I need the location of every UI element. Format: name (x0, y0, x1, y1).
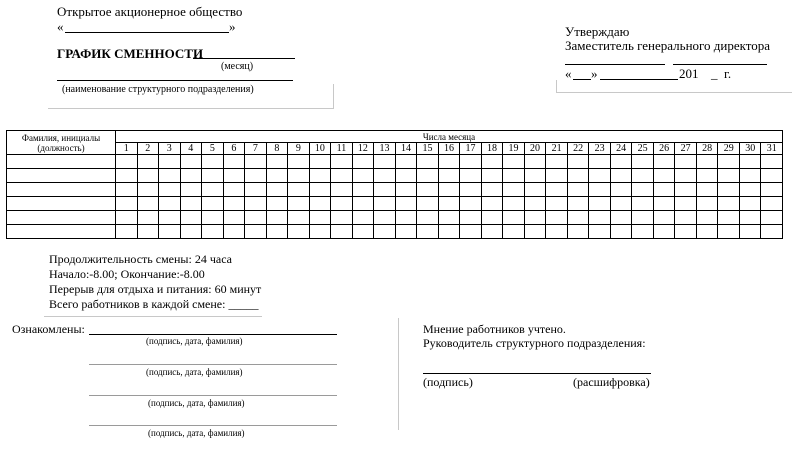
shift-cell[interactable] (481, 183, 503, 197)
acquainted-caption-1: (подпись, дата, фамилия) (146, 336, 243, 346)
day-number-header: 10 (309, 143, 331, 155)
shift-cell[interactable] (288, 169, 310, 183)
day-number-header: 13 (374, 143, 396, 155)
shift-cell[interactable] (481, 211, 503, 225)
acquainted-caption-4: (подпись, дата, фамилия) (148, 428, 245, 438)
day-number-header: 2 (137, 143, 159, 155)
shift-cell[interactable] (653, 197, 675, 211)
shift-cell[interactable] (696, 197, 718, 211)
shift-cell[interactable] (331, 169, 353, 183)
shift-cell[interactable] (696, 169, 718, 183)
shift-cell[interactable] (180, 169, 202, 183)
shift-cell[interactable] (137, 155, 159, 169)
shift-cell[interactable] (718, 197, 740, 211)
unit-box-right-border (333, 84, 334, 108)
shift-cell[interactable] (159, 155, 181, 169)
shift-cell[interactable] (395, 225, 417, 239)
shift-cell[interactable] (137, 169, 159, 183)
shift-cell[interactable] (116, 225, 138, 239)
shift-cell[interactable] (761, 211, 783, 225)
shift-cell[interactable] (331, 225, 353, 239)
shift-cell[interactable] (718, 183, 740, 197)
schedule-body (7, 155, 783, 239)
shift-cell[interactable] (374, 155, 396, 169)
shift-cell[interactable] (266, 183, 288, 197)
shift-cell[interactable] (589, 169, 611, 183)
shift-cell[interactable] (438, 197, 460, 211)
org-type: Открытое акционерное общество (57, 4, 243, 19)
shift-cell[interactable] (417, 169, 439, 183)
shift-cell[interactable] (245, 183, 267, 197)
shift-cell[interactable] (352, 197, 374, 211)
workers-per-shift: Всего работников в каждой смене: _____ (49, 297, 259, 311)
shift-cell[interactable] (309, 183, 331, 197)
shift-cell[interactable] (288, 197, 310, 211)
shift-cell[interactable] (718, 211, 740, 225)
opinion-line1: Мнение работников учтено. (423, 322, 566, 336)
shift-cell[interactable] (202, 225, 224, 239)
acquainted-signature-line-4 (89, 425, 337, 426)
shift-cell[interactable] (331, 197, 353, 211)
shift-cell[interactable] (524, 183, 546, 197)
shift-cell[interactable] (159, 197, 181, 211)
approver-name-line (673, 64, 767, 65)
shift-cell[interactable] (266, 169, 288, 183)
day-number-header: 25 (632, 143, 654, 155)
name-header-line2: (должность) (37, 142, 85, 153)
day-numbers-row (7, 143, 783, 155)
approval-box-left-border (556, 80, 557, 92)
shift-cell[interactable] (589, 197, 611, 211)
shift-cell[interactable] (696, 225, 718, 239)
shift-cell[interactable] (653, 225, 675, 239)
shift-cell[interactable] (481, 197, 503, 211)
day-number-header: 18 (481, 143, 503, 155)
shift-cell[interactable] (180, 183, 202, 197)
shift-cell[interactable] (567, 225, 589, 239)
shift-cell[interactable] (159, 169, 181, 183)
employee-name-cell[interactable] (7, 155, 116, 169)
shift-cell[interactable] (739, 211, 761, 225)
shift-cell[interactable] (546, 155, 568, 169)
shift-cell[interactable] (761, 155, 783, 169)
shift-cell[interactable] (137, 225, 159, 239)
shift-cell[interactable] (653, 183, 675, 197)
shift-cell[interactable] (417, 197, 439, 211)
shift-cell[interactable] (675, 225, 697, 239)
shift-cell[interactable] (180, 211, 202, 225)
table-row (7, 155, 783, 169)
shift-cell[interactable] (395, 197, 417, 211)
shift-cell[interactable] (116, 155, 138, 169)
shift-cell[interactable] (417, 155, 439, 169)
shift-cell[interactable] (653, 211, 675, 225)
shift-cell[interactable] (395, 155, 417, 169)
employee-name-cell[interactable] (7, 169, 116, 183)
approval-date-open-quote: « (565, 66, 572, 81)
shift-cell[interactable] (503, 197, 525, 211)
acquainted-signature-line-1 (89, 334, 337, 335)
shift-cell[interactable] (288, 155, 310, 169)
shift-cell[interactable] (653, 155, 675, 169)
table-row (7, 211, 783, 225)
shift-cell[interactable] (739, 183, 761, 197)
month-line (193, 58, 295, 59)
shift-cell[interactable] (761, 197, 783, 211)
shift-cell[interactable] (739, 225, 761, 239)
bottom-section-divider (398, 318, 399, 430)
shift-cell[interactable] (266, 225, 288, 239)
day-number-header: 12 (352, 143, 374, 155)
day-number-header: 6 (223, 143, 245, 155)
employee-name-cell[interactable] (7, 225, 116, 239)
day-number-header: 14 (395, 143, 417, 155)
shift-cell[interactable] (288, 211, 310, 225)
table-row (7, 183, 783, 197)
unit-box-bottom-border (48, 108, 334, 109)
shift-cell[interactable] (567, 197, 589, 211)
day-number-header: 16 (438, 143, 460, 155)
day-number-header: 24 (610, 143, 632, 155)
shift-cell[interactable] (395, 183, 417, 197)
day-number-header: 22 (567, 143, 589, 155)
shift-cell[interactable] (589, 225, 611, 239)
shift-cell[interactable] (675, 197, 697, 211)
shift-times: Начало:-8.00; Окончание:-8.00 (49, 267, 205, 281)
shift-cell[interactable] (524, 211, 546, 225)
shift-cell[interactable] (589, 155, 611, 169)
shift-cell[interactable] (245, 169, 267, 183)
shift-cell[interactable] (696, 211, 718, 225)
shift-cell[interactable] (159, 211, 181, 225)
day-number-header: 20 (524, 143, 546, 155)
shift-cell[interactable] (460, 155, 482, 169)
approval-day-line (573, 79, 591, 80)
org-name-line (65, 32, 229, 33)
shift-info-separator (44, 316, 262, 317)
opinion-line2: Руководитель структурного подразделения: (423, 336, 646, 350)
shift-cell[interactable] (567, 211, 589, 225)
employee-name-cell[interactable] (7, 211, 116, 225)
days-of-month-header: Числа месяца (116, 131, 783, 143)
shift-cell[interactable] (546, 211, 568, 225)
shift-cell[interactable] (417, 225, 439, 239)
shift-cell[interactable] (460, 183, 482, 197)
day-number-header: 31 (761, 143, 783, 155)
acquainted-label: Ознакомлены: (12, 322, 85, 336)
month-caption: (месяц) (221, 61, 254, 72)
shift-cell[interactable] (180, 197, 202, 211)
shift-cell[interactable] (223, 211, 245, 225)
shift-cell[interactable] (395, 211, 417, 225)
shift-cell[interactable] (503, 225, 525, 239)
shift-cell[interactable] (524, 155, 546, 169)
shift-cell[interactable] (223, 155, 245, 169)
shift-cell[interactable] (503, 169, 525, 183)
day-number-header: 4 (180, 143, 202, 155)
table-row (7, 197, 783, 211)
approval-year-underscore: _ (711, 66, 718, 81)
day-number-header: 28 (696, 143, 718, 155)
employee-name-cell[interactable] (7, 183, 116, 197)
day-number-header: 9 (288, 143, 310, 155)
shift-cell[interactable] (739, 155, 761, 169)
shift-cell[interactable] (116, 183, 138, 197)
shift-cell[interactable] (761, 183, 783, 197)
shift-cell[interactable] (395, 169, 417, 183)
acquainted-signature-line-2 (89, 364, 337, 365)
shift-cell[interactable] (718, 155, 740, 169)
shift-cell[interactable] (610, 155, 632, 169)
day-number-header: 15 (417, 143, 439, 155)
shift-cell[interactable] (567, 169, 589, 183)
shift-cell[interactable] (610, 225, 632, 239)
acquainted-signature-line-3 (89, 395, 337, 396)
shift-cell[interactable] (352, 155, 374, 169)
shift-cell[interactable] (288, 183, 310, 197)
acquainted-caption-2: (подпись, дата, фамилия) (146, 367, 243, 377)
shift-cell[interactable] (524, 169, 546, 183)
shift-cell[interactable] (159, 183, 181, 197)
shift-cell[interactable] (481, 155, 503, 169)
shift-cell[interactable] (245, 225, 267, 239)
shift-cell[interactable] (610, 169, 632, 183)
shift-cell[interactable] (610, 211, 632, 225)
shift-cell[interactable] (245, 211, 267, 225)
shift-cell[interactable] (460, 197, 482, 211)
shift-cell[interactable] (309, 211, 331, 225)
shift-cell[interactable] (481, 169, 503, 183)
approver-signature-line (565, 64, 665, 65)
shift-cell[interactable] (438, 155, 460, 169)
shift-cell[interactable] (546, 169, 568, 183)
shift-cell[interactable] (503, 211, 525, 225)
name-column-header (7, 131, 116, 155)
shift-cell[interactable] (438, 225, 460, 239)
shift-cell[interactable] (309, 197, 331, 211)
shift-cell[interactable] (180, 225, 202, 239)
shift-cell[interactable] (374, 183, 396, 197)
shift-cell[interactable] (116, 197, 138, 211)
shift-cell[interactable] (202, 197, 224, 211)
shift-cell[interactable] (589, 183, 611, 197)
shift-cell[interactable] (460, 169, 482, 183)
approval-year-suffix: г. (724, 66, 732, 81)
shift-duration: Продолжительность смены: 24 часа (49, 252, 232, 266)
shift-cell[interactable] (202, 211, 224, 225)
shift-cell[interactable] (718, 225, 740, 239)
shift-cell[interactable] (567, 155, 589, 169)
shift-cell[interactable] (718, 169, 740, 183)
acquainted-caption-3: (подпись, дата, фамилия) (148, 398, 245, 408)
shift-cell[interactable] (116, 211, 138, 225)
shift-cell[interactable] (653, 169, 675, 183)
shift-cell[interactable] (632, 155, 654, 169)
shift-cell[interactable] (374, 211, 396, 225)
shift-cell[interactable] (761, 225, 783, 239)
shift-cell[interactable] (309, 225, 331, 239)
shift-cell[interactable] (266, 211, 288, 225)
shift-cell[interactable] (546, 225, 568, 239)
opinion-decoding-caption: (расшифровка) (573, 375, 650, 389)
opinion-signature-line (423, 373, 651, 374)
shift-cell[interactable] (352, 211, 374, 225)
approval-box-bottom-border (556, 92, 792, 93)
shift-cell[interactable] (675, 169, 697, 183)
shift-cell[interactable] (309, 169, 331, 183)
shift-cell[interactable] (524, 225, 546, 239)
day-number-header: 30 (739, 143, 761, 155)
shift-cell[interactable] (546, 197, 568, 211)
shift-cell[interactable] (438, 169, 460, 183)
shift-cell[interactable] (202, 169, 224, 183)
shift-cell[interactable] (675, 211, 697, 225)
shift-cell[interactable] (503, 183, 525, 197)
unit-caption: (наименование структурного подразделения) (62, 84, 254, 95)
day-number-header: 27 (675, 143, 697, 155)
shift-cell[interactable] (546, 183, 568, 197)
shift-cell[interactable] (180, 155, 202, 169)
shift-cell[interactable] (266, 197, 288, 211)
shift-cell[interactable] (632, 169, 654, 183)
org-name-close-quote: » (229, 19, 236, 34)
shift-cell[interactable] (223, 225, 245, 239)
day-number-header: 21 (546, 143, 568, 155)
name-header-line1: Фамилия, инициалы (21, 132, 101, 143)
day-number-header: 5 (202, 143, 224, 155)
day-number-header: 19 (503, 143, 525, 155)
org-name-open-quote: « (57, 19, 64, 34)
employee-name-cell[interactable] (7, 197, 116, 211)
unit-line (57, 80, 293, 81)
approval-date-close-quote: » (591, 66, 598, 81)
shift-cell[interactable] (245, 197, 267, 211)
shift-cell[interactable] (761, 169, 783, 183)
shift-cell[interactable] (309, 155, 331, 169)
shift-cell[interactable] (567, 183, 589, 197)
shift-cell[interactable] (202, 155, 224, 169)
shift-cell[interactable] (352, 169, 374, 183)
day-number-header: 26 (653, 143, 675, 155)
shift-cell[interactable] (223, 183, 245, 197)
shift-cell[interactable] (739, 169, 761, 183)
approver-position: Заместитель генерального директора (565, 38, 771, 53)
approve-label: Утверждаю (565, 24, 630, 39)
shift-cell[interactable] (223, 197, 245, 211)
shift-cell[interactable] (245, 155, 267, 169)
shift-cell[interactable] (675, 183, 697, 197)
table-row (7, 225, 783, 239)
day-number-header: 29 (718, 143, 740, 155)
break-info: Перерыв для отдыха и питания: 60 минут (49, 282, 262, 296)
day-number-header: 7 (245, 143, 267, 155)
document-title: ГРАФИК СМЕННОСТИ (57, 46, 204, 61)
shift-cell[interactable] (417, 211, 439, 225)
shift-cell[interactable] (610, 197, 632, 211)
shift-cell[interactable] (352, 225, 374, 239)
shift-cell[interactable] (632, 211, 654, 225)
shift-cell[interactable] (610, 183, 632, 197)
shift-cell[interactable] (331, 155, 353, 169)
day-number-header: 8 (266, 143, 288, 155)
shift-cell[interactable] (675, 155, 697, 169)
shift-cell[interactable] (460, 211, 482, 225)
table-header-row (7, 131, 783, 143)
shift-cell[interactable] (137, 211, 159, 225)
shift-cell[interactable] (481, 225, 503, 239)
table-row (7, 169, 783, 183)
approval-year-prefix: 201 (679, 66, 699, 81)
shift-cell[interactable] (589, 211, 611, 225)
shift-cell[interactable] (331, 183, 353, 197)
shift-cell[interactable] (696, 183, 718, 197)
shift-cell[interactable] (137, 183, 159, 197)
shift-cell[interactable] (266, 155, 288, 169)
shift-cell[interactable] (632, 225, 654, 239)
shift-cell[interactable] (288, 225, 310, 239)
shift-cell[interactable] (116, 169, 138, 183)
shift-cell[interactable] (137, 197, 159, 211)
shift-cell[interactable] (331, 211, 353, 225)
day-number-header: 3 (159, 143, 181, 155)
shift-cell[interactable] (202, 183, 224, 197)
shift-cell[interactable] (524, 197, 546, 211)
shift-cell[interactable] (374, 225, 396, 239)
day-number-header: 1 (116, 143, 138, 155)
shift-cell[interactable] (352, 183, 374, 197)
day-number-header: 23 (589, 143, 611, 155)
shift-cell[interactable] (438, 211, 460, 225)
day-number-header: 17 (460, 143, 482, 155)
shift-cell[interactable] (503, 155, 525, 169)
approval-month-line (600, 79, 678, 80)
schedule-table (6, 130, 783, 239)
shift-cell[interactable] (632, 183, 654, 197)
shift-cell[interactable] (632, 197, 654, 211)
shift-cell[interactable] (460, 225, 482, 239)
day-number-header: 11 (331, 143, 353, 155)
shift-cell[interactable] (374, 197, 396, 211)
shift-cell[interactable] (696, 155, 718, 169)
shift-cell[interactable] (159, 225, 181, 239)
shift-cell[interactable] (739, 197, 761, 211)
shift-cell[interactable] (417, 183, 439, 197)
shift-cell[interactable] (223, 169, 245, 183)
opinion-signature-caption: (подпись) (423, 375, 473, 389)
shift-cell[interactable] (438, 183, 460, 197)
shift-cell[interactable] (374, 169, 396, 183)
